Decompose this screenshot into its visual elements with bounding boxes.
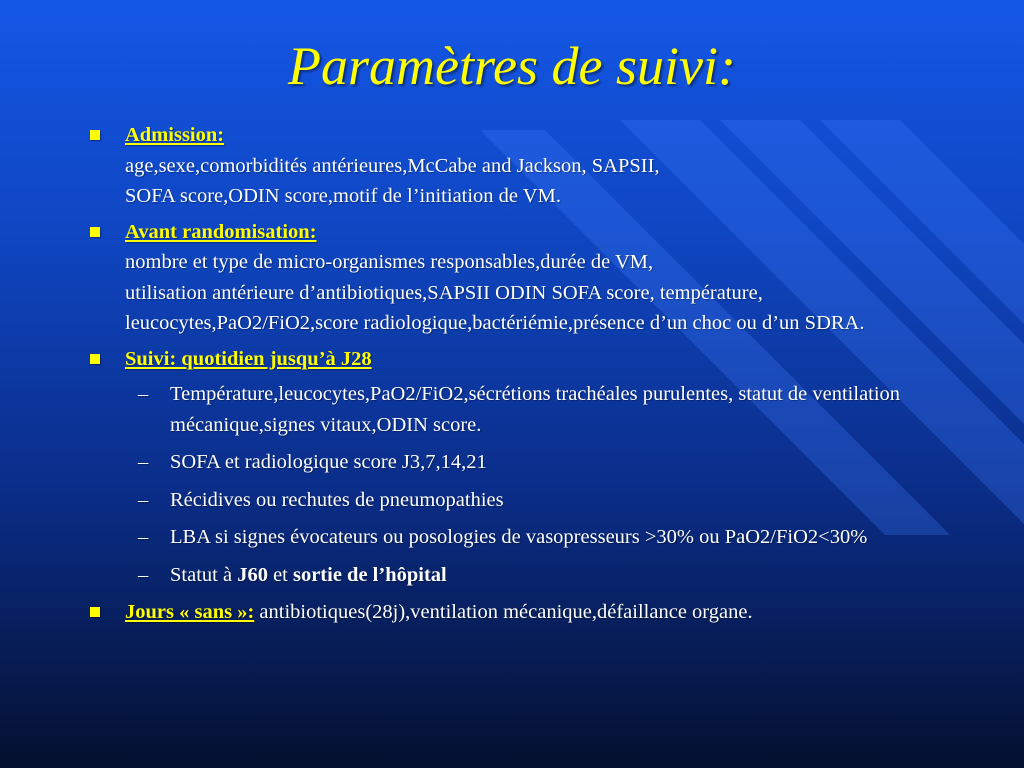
sub-item-bold-j60: J60: [237, 563, 268, 586]
dash-bullet-icon: –: [138, 383, 149, 405]
list-item-avant-randomisation: [88, 217, 958, 339]
section-text: nombre et type de micro-organismes responsables,durée de VM,: [125, 251, 654, 273]
sub-item-text: Température,leucocytes,PaO2/FiO2,sécrétions trachéales purulentes, statut de ventilation mécanique,signes vitaux,ODIN score.: [170, 383, 901, 436]
dash-bullet-icon: –: [138, 563, 149, 586]
sub-item-text: Récidives ou rechutes de pneumopathies: [170, 488, 504, 511]
square-bullet-icon: [90, 227, 100, 237]
sub-list-item: [125, 522, 958, 553]
sub-item-text-middle: et: [267, 563, 293, 586]
square-bullet-icon: [90, 607, 100, 617]
square-bullet-icon: [90, 130, 100, 140]
sub-item-text: LBA si signes évocateurs ou posologies de vasopresseurs >30% ou PaO2/FiO2<30%: [170, 526, 868, 548]
dash-bullet-icon: –: [138, 488, 149, 511]
list-item-suivi: [88, 344, 958, 591]
page-title: Paramètres de suivi:: [288, 36, 736, 96]
list-item-admission: [88, 120, 958, 212]
dash-bullet-icon: –: [138, 451, 149, 473]
section-text: SOFA score,ODIN score,motif de l’initiation de VM.: [125, 185, 561, 207]
section-heading: Suivi: quotidien jusqu’à J28: [125, 347, 372, 370]
sub-item-text: SOFA et radiologique score J3,7,14,21: [170, 451, 487, 473]
sub-list-item: [125, 379, 958, 440]
square-bullet-icon: [90, 354, 100, 364]
sub-list: [125, 379, 958, 590]
section-text: antibiotiques(28j),ventilation mécanique,défaillance organe.: [254, 601, 753, 623]
section-text: age,sexe,comorbidités antérieures,McCabe and Jackson, SAPSII,: [125, 154, 660, 177]
sub-item-text-prefix: Statut à: [170, 563, 238, 586]
list-item-jours-sans: [88, 597, 958, 628]
section-text: utilisation antérieure d’antibiotiques,SAPSII ODIN SOFA score, température, leucocytes,PaO2/FiO2,score radiologique,bactériémie,présence d’un choc ou d’un SDRA.: [125, 281, 865, 334]
section-heading: Avant randomisation:: [125, 220, 317, 243]
sub-list-item: [125, 447, 958, 478]
dash-bullet-icon: –: [138, 526, 149, 548]
section-heading: Admission:: [125, 124, 225, 146]
sub-item-bold-sortie: sortie de l’hôpital: [292, 563, 447, 586]
sub-list-item: [125, 560, 958, 591]
sub-list-item: [125, 485, 958, 516]
section-heading: Jours « sans »:: [125, 601, 255, 623]
bullet-list: [88, 120, 958, 633]
